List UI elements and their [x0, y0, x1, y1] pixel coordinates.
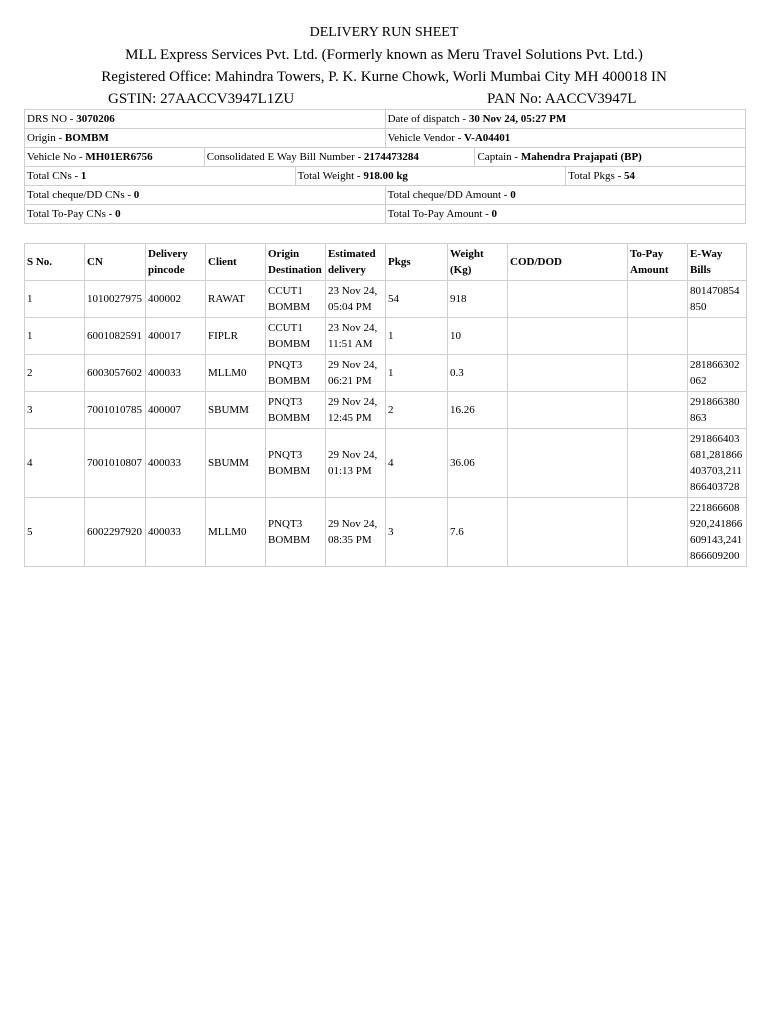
cell-cn: 6001082591 — [85, 318, 146, 355]
cell-pincode: 400007 — [146, 392, 206, 429]
run-summary-table — [24, 109, 746, 224]
captain: Captain - Mahendra Prajapati (BP) — [475, 148, 746, 167]
cell-client: SBUMM — [206, 429, 266, 498]
cell-weight: 918 — [448, 281, 508, 318]
summary-row — [25, 205, 746, 224]
total-topay-cns: Total To-Pay CNs - 0 — [25, 205, 386, 224]
total-topay-amount: Total To-Pay Amount - 0 — [385, 205, 745, 224]
cell-topay-amount — [628, 498, 688, 567]
cell-client: FIPLR — [206, 318, 266, 355]
consignment-table — [24, 243, 747, 567]
table-row — [25, 281, 747, 318]
gstin: GSTIN: 27AACCV3947L1ZU — [108, 91, 295, 107]
cell-origin-destination: PNQT3 BOMBM — [266, 392, 326, 429]
summary-row — [25, 186, 746, 205]
drs-number: DRS NO - 3070206 — [25, 110, 386, 129]
cell-cod-dod — [508, 392, 628, 429]
cell-cod-dod — [508, 281, 628, 318]
cell-client: MLLM0 — [206, 355, 266, 392]
cell-sno: 1 — [25, 318, 85, 355]
cell-client: MLLM0 — [206, 498, 266, 567]
col-pincode: Delivery pincode — [146, 244, 206, 281]
total-cheque-amount: Total cheque/DD Amount - 0 — [385, 186, 745, 205]
table-row — [25, 429, 747, 498]
cell-origin-destination: PNQT3 BOMBM — [266, 498, 326, 567]
cell-eway-bills: 291866380863 — [688, 392, 747, 429]
summary-row — [25, 110, 746, 129]
summary-row — [25, 129, 746, 148]
cell-origin-destination: CCUT1 BOMBM — [266, 281, 326, 318]
cell-topay-amount — [628, 392, 688, 429]
cell-pkgs: 2 — [386, 392, 448, 429]
col-cn: CN — [85, 244, 146, 281]
cell-sno: 1 — [25, 281, 85, 318]
col-sno: S No. — [25, 244, 85, 281]
cell-cn: 7001010807 — [85, 429, 146, 498]
cell-weight: 16.26 — [448, 392, 508, 429]
cell-pincode: 400033 — [146, 355, 206, 392]
cell-pincode: 400033 — [146, 429, 206, 498]
col-client: Client — [206, 244, 266, 281]
cell-pincode: 400002 — [146, 281, 206, 318]
cell-sno: 3 — [25, 392, 85, 429]
cell-eway-bills: 281866302062 — [688, 355, 747, 392]
cell-cod-dod — [508, 318, 628, 355]
cell-pkgs: 1 — [386, 355, 448, 392]
cell-estimated-delivery: 29 Nov 24, 06:21 PM — [326, 355, 386, 392]
cell-eway-bills: 291866403681,281866403703,211866403728 — [688, 429, 747, 498]
cell-sno: 4 — [25, 429, 85, 498]
registered-office: Registered Office: Mahindra Towers, P. K. Kurne Chowk, Worli Mumbai City MH 400018 IN — [101, 69, 667, 85]
cell-cod-dod — [508, 429, 628, 498]
cell-pkgs: 54 — [386, 281, 448, 318]
cell-weight: 7.6 — [448, 498, 508, 567]
summary-row — [25, 148, 746, 167]
document-header — [0, 22, 768, 110]
cell-client: RAWAT — [206, 281, 266, 318]
table-row — [25, 318, 747, 355]
cell-origin-destination: CCUT1 BOMBM — [266, 318, 326, 355]
cell-cn: 1010027975 — [85, 281, 146, 318]
total-pkgs: Total Pkgs - 54 — [566, 167, 746, 186]
total-weight: Total Weight - 918.00 kg — [295, 167, 566, 186]
cell-pkgs: 1 — [386, 318, 448, 355]
cell-estimated-delivery: 23 Nov 24, 11:51 AM — [326, 318, 386, 355]
cell-sno: 2 — [25, 355, 85, 392]
cell-client: SBUMM — [206, 392, 266, 429]
table-header-row — [25, 244, 747, 281]
cell-origin-destination: PNQT3 BOMBM — [266, 429, 326, 498]
table-row — [25, 355, 747, 392]
cell-eway-bills: 801470854850 — [688, 281, 747, 318]
cell-cn: 6003057602 — [85, 355, 146, 392]
cell-weight: 0.3 — [448, 355, 508, 392]
cell-estimated-delivery: 29 Nov 24, 01:13 PM — [326, 429, 386, 498]
total-cheque-cns: Total cheque/DD CNs - 0 — [25, 186, 386, 205]
cell-estimated-delivery: 29 Nov 24, 08:35 PM — [326, 498, 386, 567]
cell-topay-amount — [628, 318, 688, 355]
col-weight: Weight (Kg) — [448, 244, 508, 281]
cell-topay-amount — [628, 355, 688, 392]
pan-number: PAN No: AACCV3947L — [487, 91, 637, 107]
cell-cn: 7001010785 — [85, 392, 146, 429]
table-row — [25, 498, 747, 567]
dispatch-date: Date of dispatch - 30 Nov 24, 05:27 PM — [385, 110, 745, 129]
vehicle-vendor: Vehicle Vendor - V-A04401 — [385, 129, 745, 148]
cell-eway-bills: 221866608920,241866609143,241866609200 — [688, 498, 747, 567]
cell-topay-amount — [628, 281, 688, 318]
consolidated-eway-bill: Consolidated E Way Bill Number - 2174473284 — [204, 148, 475, 167]
cell-weight: 36.06 — [448, 429, 508, 498]
total-cns: Total CNs - 1 — [25, 167, 296, 186]
cell-weight: 10 — [448, 318, 508, 355]
cell-pkgs: 3 — [386, 498, 448, 567]
table-row — [25, 392, 747, 429]
vehicle-number: Vehicle No - MH01ER6756 — [25, 148, 205, 167]
col-topay-amount: To-Pay Amount — [628, 244, 688, 281]
company-name: MLL Express Services Pvt. Ltd. (Formerly known as Meru Travel Solutions Pvt. Ltd.) — [125, 47, 643, 63]
col-cod-dod: COD/DOD — [508, 244, 628, 281]
cell-estimated-delivery: 23 Nov 24, 05:04 PM — [326, 281, 386, 318]
cell-pincode: 400033 — [146, 498, 206, 567]
cell-cn: 6002297920 — [85, 498, 146, 567]
cell-pincode: 400017 — [146, 318, 206, 355]
col-pkgs: Pkgs — [386, 244, 448, 281]
cell-eway-bills — [688, 318, 747, 355]
col-estimated-delivery: Estimated delivery — [326, 244, 386, 281]
col-eway-bills: E-Way Bills — [688, 244, 747, 281]
col-origin-destination: Origin Destination — [266, 244, 326, 281]
cell-pkgs: 4 — [386, 429, 448, 498]
cell-cod-dod — [508, 355, 628, 392]
cell-topay-amount — [628, 429, 688, 498]
tax-ids-row — [0, 88, 768, 110]
document-title: DELIVERY RUN SHEET — [309, 25, 459, 40]
cell-origin-destination: PNQT3 BOMBM — [266, 355, 326, 392]
summary-row — [25, 167, 746, 186]
origin: Origin - BOMBM — [25, 129, 386, 148]
cell-cod-dod — [508, 498, 628, 567]
cell-estimated-delivery: 29 Nov 24, 12:45 PM — [326, 392, 386, 429]
cell-sno: 5 — [25, 498, 85, 567]
